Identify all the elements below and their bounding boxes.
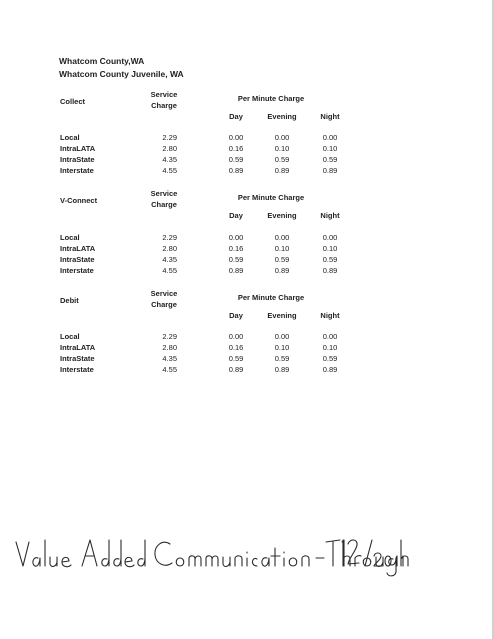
row-label: Interstate: [60, 266, 94, 275]
service-charge-value: 2.80: [162, 144, 177, 153]
night-rate-value: 0.10: [322, 343, 338, 352]
night-rate-value: 0.00: [322, 133, 338, 142]
service-charge-value: 4.55: [162, 365, 177, 374]
table-row: [0, 365, 494, 376]
night-rate-value: 0.59: [322, 155, 338, 164]
evening-rate-value: 0.59: [274, 354, 290, 363]
table-row: [0, 266, 494, 277]
night-rate-value: 0.59: [322, 354, 338, 363]
day-rate-value: 0.89: [228, 266, 244, 275]
day-rate-value: 0.59: [228, 255, 244, 264]
service-charge-value: 2.80: [162, 244, 177, 253]
service-charge-value: 2.29: [162, 133, 177, 142]
evening-rate-value: 0.00: [274, 133, 290, 142]
service-charge-header: Service Charge: [150, 189, 178, 209]
day-rate-value: 0.59: [228, 155, 244, 164]
per-minute-charge-header: Per Minute Charge: [237, 193, 305, 202]
row-label: IntraLATA: [60, 343, 96, 352]
night-rate-value: 0.00: [322, 332, 338, 341]
evening-rate-value: 0.59: [274, 255, 290, 264]
row-label: Local: [60, 233, 80, 242]
day-header: Day: [229, 112, 243, 121]
day-rate-value: 0.00: [228, 233, 244, 242]
row-label: IntraLATA: [60, 244, 96, 253]
row-label: Local: [60, 332, 80, 341]
table-row: [0, 144, 494, 155]
day-rate-value: 0.16: [228, 244, 244, 253]
row-label: Interstate: [60, 166, 94, 175]
service-charge-value: 4.35: [162, 354, 177, 363]
service-charge-value: 4.55: [162, 266, 177, 275]
day-rate-value: 0.59: [228, 354, 244, 363]
night-rate-value: 0.00: [322, 233, 338, 242]
night-rate-value: 0.10: [322, 244, 338, 253]
plan-name: Collect: [60, 97, 86, 106]
night-header: Night: [320, 311, 340, 320]
rate-section-collect: [0, 89, 494, 189]
county-title: Whatcom County,WA: [59, 56, 145, 66]
evening-header: Evening: [267, 112, 297, 121]
facility-title: Whatcom County Juvenile, WA: [59, 69, 184, 79]
plan-name: V-Connect: [60, 196, 98, 205]
row-label: IntraState: [60, 354, 95, 363]
day-rate-value: 0.00: [228, 332, 244, 341]
table-row: [0, 244, 494, 255]
day-rate-value: 0.89: [228, 166, 244, 175]
row-label: IntraState: [60, 255, 95, 264]
table-row: [0, 354, 494, 365]
row-label: IntraState: [60, 155, 95, 164]
day-header: Day: [229, 311, 243, 320]
table-row: [0, 166, 494, 177]
handwritten-date: [338, 528, 408, 578]
night-rate-value: 0.10: [322, 144, 338, 153]
evening-rate-value: 0.89: [274, 365, 290, 374]
evening-rate-value: 0.10: [274, 144, 290, 153]
per-minute-charge-header: Per Minute Charge: [237, 94, 305, 103]
day-rate-value: 0.16: [228, 144, 244, 153]
row-label: Local: [60, 133, 80, 142]
service-charge-value: 4.55: [162, 166, 177, 175]
evening-rate-value: 0.10: [274, 343, 290, 352]
table-row: [0, 343, 494, 354]
table-row: [0, 255, 494, 266]
service-charge-header: Service Charge: [150, 289, 178, 309]
night-header: Night: [320, 211, 340, 220]
evening-rate-value: 0.59: [274, 155, 290, 164]
service-charge-value: 4.35: [162, 255, 177, 264]
plan-name: Debit: [60, 296, 79, 305]
evening-rate-value: 0.00: [274, 233, 290, 242]
rate-section-debit: [0, 288, 494, 388]
service-charge-value: 2.29: [162, 332, 177, 341]
table-row: [0, 233, 494, 244]
evening-rate-value: 0.10: [274, 244, 290, 253]
service-charge-value: 2.29: [162, 233, 177, 242]
per-minute-charge-header: Per Minute Charge: [237, 293, 305, 302]
table-row: [0, 133, 494, 144]
service-charge-header: Service Charge: [150, 90, 178, 110]
handwritten-date-drawing: [338, 528, 408, 578]
row-label: Interstate: [60, 365, 94, 374]
day-header: Day: [229, 211, 243, 220]
day-rate-value: 0.00: [228, 133, 244, 142]
service-charge-value: 2.80: [162, 343, 177, 352]
day-rate-value: 0.89: [228, 365, 244, 374]
evening-header: Evening: [267, 211, 297, 220]
service-charge-value: 4.35: [162, 155, 177, 164]
row-label: IntraLATA: [60, 144, 96, 153]
night-rate-value: 0.89: [322, 166, 338, 175]
day-rate-value: 0.16: [228, 343, 244, 352]
evening-rate-value: 0.89: [274, 266, 290, 275]
evening-rate-value: 0.89: [274, 166, 290, 175]
night-rate-value: 0.89: [322, 365, 338, 374]
night-rate-value: 0.89: [322, 266, 338, 275]
evening-header: Evening: [267, 311, 297, 320]
evening-rate-value: 0.00: [274, 332, 290, 341]
night-header: Night: [320, 112, 340, 121]
table-row: [0, 332, 494, 343]
rate-section-v-connect: [0, 188, 494, 288]
table-row: [0, 155, 494, 166]
night-rate-value: 0.59: [322, 255, 338, 264]
